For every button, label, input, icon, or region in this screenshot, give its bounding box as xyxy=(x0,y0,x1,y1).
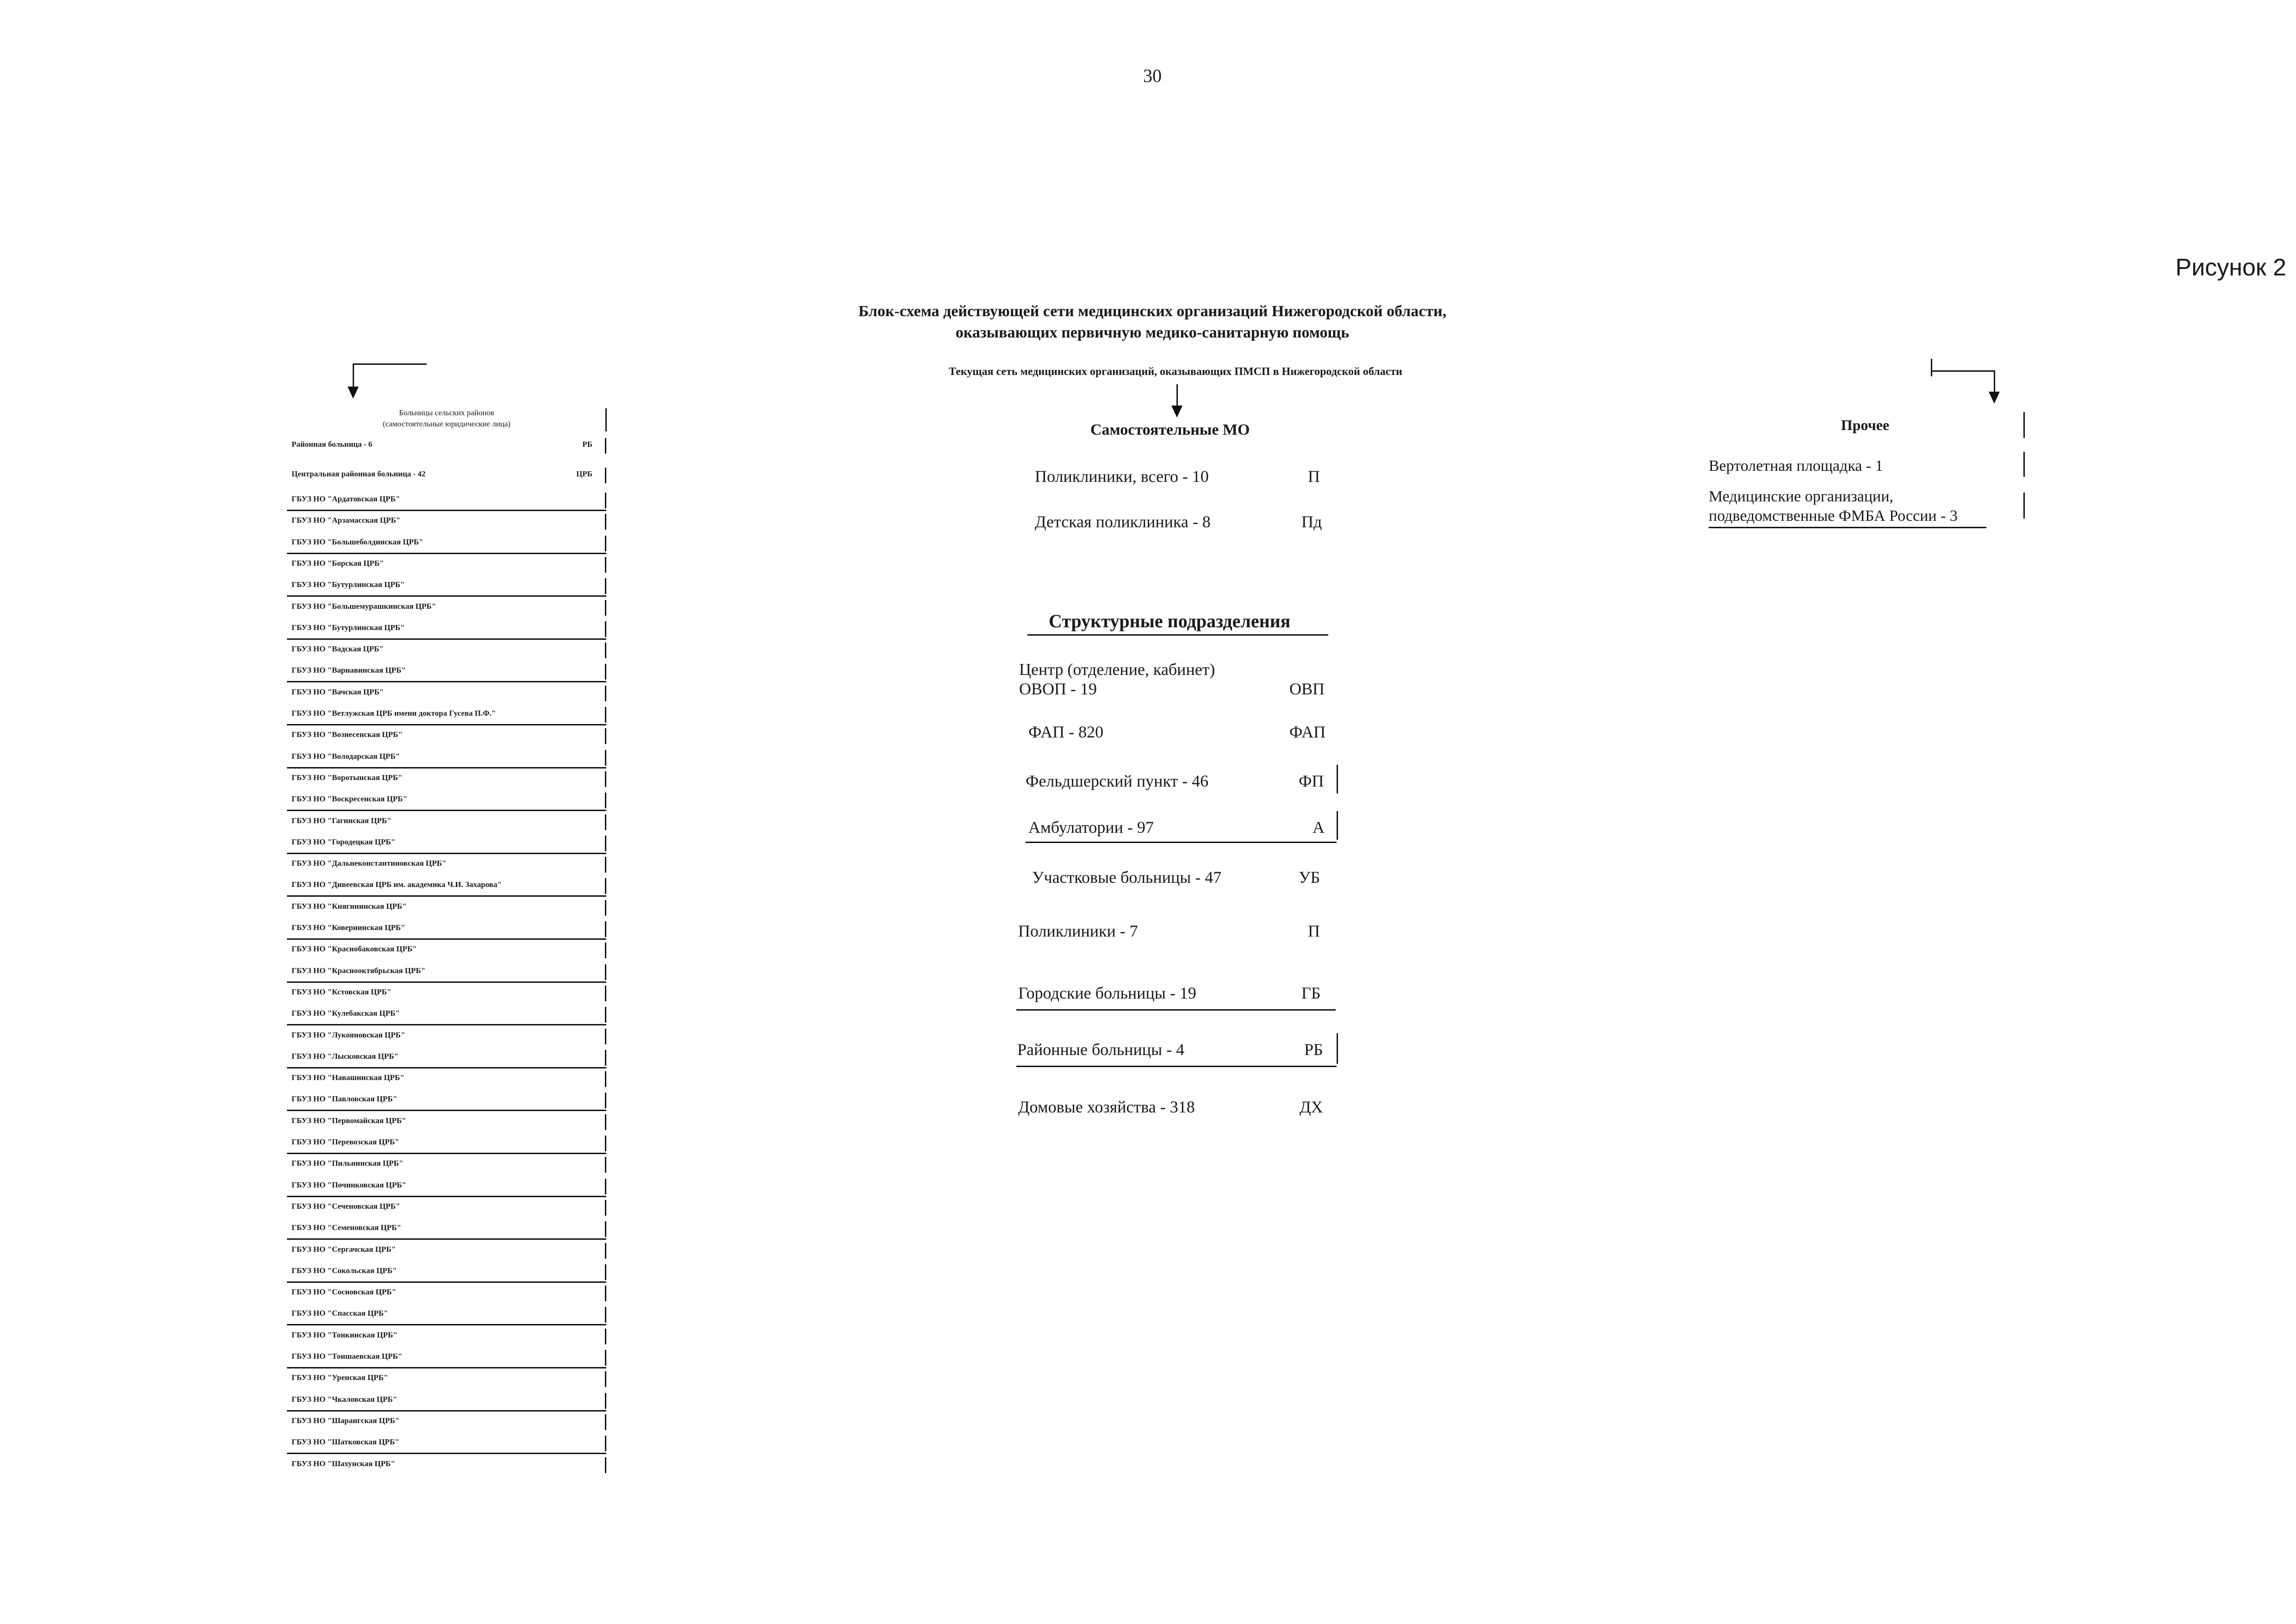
row-tick xyxy=(605,1200,606,1216)
right-connector-left-vertical xyxy=(1931,359,1932,376)
other-row-fmba-underline xyxy=(1709,527,1986,528)
hospital-list-item xyxy=(292,491,606,511)
hospital-list-item xyxy=(292,1348,606,1368)
hospital-name: ГБУЗ НО "Сокольская ЦРБ" xyxy=(292,1266,397,1275)
hospital-name: ГБУЗ НО "Шахунская ЦРБ" xyxy=(292,1459,395,1468)
other-row-helipad-tick xyxy=(2023,452,2025,477)
hospital-list-item xyxy=(292,898,606,918)
hospital-list-item xyxy=(292,1027,606,1047)
rural-hospitals-header-tick xyxy=(605,408,607,431)
row-underline xyxy=(287,595,606,597)
structural-row-ambulatories: Амбулатории - 97 xyxy=(1028,818,1154,837)
hospital-list-item xyxy=(292,1219,606,1240)
row-underline xyxy=(287,1196,606,1197)
hospital-category-row xyxy=(292,436,606,456)
structural-row-city-hospitals-underline xyxy=(1016,1009,1336,1011)
row-underline xyxy=(287,938,606,940)
hospital-list-item xyxy=(292,1369,606,1390)
row-underline xyxy=(287,1281,606,1283)
structural-row-ambulatories-tick xyxy=(1337,811,1338,840)
hospital-name: ГБУЗ НО "Уренская ЦРБ" xyxy=(292,1373,388,1382)
row-tick xyxy=(605,1093,606,1108)
hospital-name: ГБУЗ НО "Варнавинская ЦРБ" xyxy=(292,666,406,675)
structural-row-households: Домовые хозяйства - 318 xyxy=(1018,1098,1195,1116)
structural-row-district-hospitals-abbr: РБ xyxy=(1304,1040,1323,1059)
row-tick xyxy=(605,578,606,594)
hospital-list-item xyxy=(292,1198,606,1218)
hospital-name: ГБУЗ НО "Вознесенская ЦРБ" xyxy=(292,730,403,739)
row-underline xyxy=(287,681,606,682)
row-underline xyxy=(287,638,606,640)
structural-row-ambulatories-underline xyxy=(1026,842,1337,843)
structural-row-city-hospitals-abbr: ГБ xyxy=(1301,984,1321,1002)
structural-row-feldsher-point-abbr: ФП xyxy=(1299,772,1324,790)
hospital-name: ГБУЗ НО "Лукояновская ЦРБ" xyxy=(292,1030,405,1039)
row-tick xyxy=(605,707,606,723)
row-tick xyxy=(605,1136,606,1151)
structural-row-city-hospitals: Городские больницы - 19 xyxy=(1018,984,1196,1002)
hospital-name: ГБУЗ НО "Починковская ЦРБ" xyxy=(292,1180,406,1189)
structural-row-ovop-line-1: Центр (отделение, кабинет) xyxy=(1019,660,1215,679)
hospital-name: Центральная районная больница - 42 xyxy=(292,469,426,478)
hospital-name: ГБУЗ НО "Павловская ЦРБ" xyxy=(292,1094,398,1104)
row-tick xyxy=(605,600,606,616)
hospital-list-item xyxy=(292,705,606,725)
left-arrowhead xyxy=(348,387,359,399)
rural-hospitals-header-line-1: Больницы сельских районов xyxy=(399,408,494,417)
row-tick xyxy=(605,921,606,937)
row-tick xyxy=(605,1286,606,1301)
row-tick xyxy=(605,1371,606,1387)
row-tick xyxy=(605,857,606,873)
hospital-name: ГБУЗ НО "Дивеевская ЦРБ им. академика Ч.И. Захарова" xyxy=(292,880,502,889)
hospital-list-item xyxy=(292,641,606,661)
structural-row-fap: ФАП - 820 xyxy=(1028,723,1104,741)
hospital-name: ГБУЗ НО "Бутурлинская ЦРБ" xyxy=(292,580,405,589)
hospital-name: ГБУЗ НО "Тоншаевская ЦРБ" xyxy=(292,1352,403,1361)
hospital-name: ГБУЗ НО "Бутурлинская ЦРБ" xyxy=(292,623,405,632)
hospital-name: ГБУЗ НО "Ардатовская ЦРБ" xyxy=(292,494,400,503)
hospital-list-item xyxy=(292,1091,606,1111)
row-underline xyxy=(287,1153,606,1154)
row-tick xyxy=(605,900,606,916)
row-underline xyxy=(287,1324,606,1325)
row-tick xyxy=(605,1029,606,1044)
hospital-name: ГБУЗ НО "Дальнеконстантиновская ЦРБ" xyxy=(292,859,447,868)
structural-row-ambulatories-abbr: А xyxy=(1313,818,1325,837)
independent-row-polyclinics xyxy=(1035,467,1209,486)
row-underline xyxy=(287,1110,606,1111)
hospital-abbr: РБ xyxy=(582,440,592,449)
hospital-name: ГБУЗ НО "Навашинская ЦРБ" xyxy=(292,1073,404,1082)
row-tick xyxy=(605,771,606,787)
hospital-list-item xyxy=(292,1177,606,1197)
hospital-list-item xyxy=(292,769,606,790)
row-tick xyxy=(605,468,606,483)
hospital-name: ГБУЗ НО "Кстовская ЦРБ" xyxy=(292,987,392,996)
independent-mo-title: Самостоятельные МО xyxy=(1090,421,1250,438)
row-tick xyxy=(605,836,606,851)
hospital-list-item xyxy=(292,1005,606,1025)
hospital-list-item xyxy=(292,1112,606,1133)
hospital-list-item xyxy=(292,834,606,854)
structural-row-feldsher-point-tick xyxy=(1337,765,1338,793)
structural-row-polyclinics-abbr: П xyxy=(1308,922,1320,940)
row-tick xyxy=(605,1457,606,1473)
row-tick xyxy=(605,793,606,808)
row-tick xyxy=(605,1114,606,1130)
row-tick xyxy=(605,1071,606,1087)
hospital-name: ГБУЗ НО "Перевозская ЦРБ" xyxy=(292,1137,399,1146)
row-tick xyxy=(605,1221,606,1237)
page-number: 30 xyxy=(1143,65,1162,86)
right-arrowhead xyxy=(1989,392,2000,404)
row-tick xyxy=(605,664,606,680)
hospital-name: ГБУЗ НО "Первомайская ЦРБ" xyxy=(292,1116,406,1125)
current-network-label: Текущая сеть медицинских организаций, оказывающих ПМСП в Нижегородской области xyxy=(948,366,1402,378)
independent-row-children-polyclinic xyxy=(1035,512,1211,531)
independent-row-text: Поликлиники, всего - 10 xyxy=(1035,467,1209,486)
other-row-fmba-line-2: подведомственные ФМБА России - 3 xyxy=(1709,507,1958,525)
row-underline xyxy=(287,553,606,554)
hospital-list-item xyxy=(292,662,606,682)
hospital-list-item xyxy=(292,1305,606,1325)
row-underline xyxy=(287,1067,606,1068)
rural-hospitals-header-line-2: (самостоятельные юридические лица) xyxy=(382,419,511,428)
other-row-helipad: Вертолетная площадка - 1 xyxy=(1709,457,1883,475)
hospital-name: ГБУЗ НО "Шатковская ЦРБ" xyxy=(292,1437,399,1447)
structural-units-title-underline xyxy=(1027,634,1328,636)
row-underline xyxy=(287,1024,606,1025)
hospital-list-item xyxy=(292,619,606,640)
hospital-name: ГБУЗ НО "Вачская ЦРБ" xyxy=(292,687,384,696)
other-row-fmba-tick xyxy=(2023,493,2025,518)
structural-row-district-hospitals-small: Участковые больницы - 47 xyxy=(1032,868,1222,887)
hospital-category-row xyxy=(292,466,606,486)
row-tick xyxy=(605,557,606,573)
other-title: Прочее xyxy=(1841,417,1890,433)
row-underline xyxy=(287,1238,606,1240)
right-connector-right-vertical xyxy=(1994,370,1995,393)
hospital-name: ГБУЗ НО "Воротынская ЦРБ" xyxy=(292,773,403,782)
hospital-name: ГБУЗ НО "Володарская ЦРБ" xyxy=(292,751,400,761)
structural-units-title: Структурные подразделения xyxy=(1049,611,1291,631)
hospital-name: ГБУЗ НО "Княгининская ЦРБ" xyxy=(292,901,407,911)
hospital-list-item xyxy=(292,1048,606,1068)
diagram-title-line-1: Блок-схема действующей сети медицинских организаций Нижегородской области, xyxy=(858,303,1447,320)
hospital-name: ГБУЗ НО "Борская ЦРБ" xyxy=(292,558,384,568)
hospital-list-item xyxy=(292,1069,606,1090)
structural-row-district-hospitals-small-abbr: УБ xyxy=(1299,868,1320,887)
row-tick xyxy=(605,986,606,1001)
row-tick xyxy=(605,1436,606,1451)
row-tick xyxy=(605,943,606,958)
row-tick xyxy=(605,814,606,830)
hospital-list-item xyxy=(292,684,606,704)
row-underline xyxy=(287,767,606,768)
row-tick xyxy=(605,1393,606,1409)
hospital-name: ГБУЗ НО "Краснобаковская ЦРБ" xyxy=(292,944,417,954)
row-underline xyxy=(287,853,606,854)
row-underline xyxy=(287,1410,606,1412)
hospital-list-item xyxy=(292,791,606,811)
hospital-name: ГБУЗ НО "Семеновская ЦРБ" xyxy=(292,1223,401,1232)
row-tick xyxy=(605,1350,606,1366)
hospital-list-item xyxy=(292,1412,606,1433)
center-arrowhead xyxy=(1171,406,1182,418)
hospital-list-item xyxy=(292,812,606,833)
hospital-name: ГБУЗ НО "Спасская ЦРБ" xyxy=(292,1309,388,1318)
row-tick xyxy=(605,1414,606,1430)
hospital-list-item xyxy=(292,726,606,747)
row-tick xyxy=(605,438,606,454)
row-tick xyxy=(605,964,606,980)
structural-row-polyclinics: Поликлиники - 7 xyxy=(1018,922,1138,940)
row-underline xyxy=(287,895,606,897)
hospital-list-item xyxy=(292,1391,606,1412)
hospital-list-item xyxy=(292,876,606,897)
rural-hospitals-header xyxy=(287,407,606,430)
row-underline xyxy=(287,810,606,811)
hospital-abbr: ЦРБ xyxy=(576,469,592,478)
row-underline xyxy=(287,981,606,983)
hospital-list-item xyxy=(292,1327,606,1347)
hospital-name: ГБУЗ НО "Тонкинская ЦРБ" xyxy=(292,1330,398,1339)
hospital-list-item xyxy=(292,1262,606,1283)
hospital-name: ГБУЗ НО "Лысковская ЦРБ" xyxy=(292,1051,398,1061)
hospital-list-item xyxy=(292,555,606,575)
hospital-list-item xyxy=(292,1284,606,1304)
hospital-list-item xyxy=(292,748,606,768)
row-tick xyxy=(605,1157,606,1173)
row-tick xyxy=(605,1007,606,1023)
hospital-list-item xyxy=(292,984,606,1004)
hospital-name: ГБУЗ НО "Кулебакская ЦРБ" xyxy=(292,1009,400,1018)
hospital-list-item xyxy=(292,576,606,597)
hospital-name: ГБУЗ НО "Ковернинская ЦРБ" xyxy=(292,923,405,932)
center-connector-vertical xyxy=(1176,384,1178,406)
row-tick xyxy=(605,1307,606,1323)
independent-row-polyclinics-abbr: П xyxy=(1308,467,1320,486)
row-tick xyxy=(605,878,606,894)
row-tick xyxy=(605,1179,606,1194)
hospital-name: ГБУЗ НО "Арзамасская ЦРБ" xyxy=(292,516,401,525)
row-tick xyxy=(605,514,606,530)
other-row-fmba-line-1: Медицинские организации, xyxy=(1709,488,1893,505)
structural-row-district-hospitals-tick xyxy=(1337,1033,1338,1064)
row-tick xyxy=(605,536,606,551)
left-connector-horizontal xyxy=(353,363,427,365)
row-tick xyxy=(605,750,606,766)
row-tick xyxy=(605,1050,606,1066)
row-underline xyxy=(287,724,606,725)
hospital-name: ГБУЗ НО "Большемурашкинская ЦРБ" xyxy=(292,601,436,611)
hospital-name: ГБУЗ НО "Сергачская ЦРБ" xyxy=(292,1244,396,1254)
structural-row-households-abbr: ДХ xyxy=(1300,1098,1323,1116)
row-tick xyxy=(605,621,606,637)
structural-row-district-hospitals-underline xyxy=(1016,1066,1337,1067)
structural-row-ovop-abbr: ОВП xyxy=(1289,680,1325,698)
hospital-list-item xyxy=(292,855,606,875)
hospital-name: ГБУЗ НО "Сосновская ЦРБ" xyxy=(292,1287,396,1297)
hospital-list-item xyxy=(292,1155,606,1175)
hospital-name: ГБУЗ НО "Чкаловская ЦРБ" xyxy=(292,1394,398,1404)
structural-row-district-hospitals: Районные больницы - 4 xyxy=(1017,1040,1185,1059)
hospital-name: Районная больница - 6 xyxy=(292,440,373,449)
left-connector-vertical xyxy=(353,363,354,387)
row-underline xyxy=(287,1367,606,1368)
hospital-list-item xyxy=(292,598,606,618)
diagram-title xyxy=(759,301,1546,344)
row-tick xyxy=(605,1329,606,1344)
diagram-title-line-2: оказывающих первичную медико-санитарную помощь xyxy=(955,324,1350,341)
independent-row-children-polyclinic-abbr: Пд xyxy=(1301,512,1322,531)
hospital-list-item xyxy=(292,941,606,961)
hospital-name: ГБУЗ НО "Городецкая ЦРБ" xyxy=(292,837,396,846)
figure-label: Рисунок 2 xyxy=(2175,254,2286,281)
row-underline xyxy=(287,510,606,511)
hospital-list-item xyxy=(292,1241,606,1262)
row-tick xyxy=(605,728,606,744)
right-connector-horizontal xyxy=(1931,370,1995,372)
hospital-list-item xyxy=(292,962,606,983)
hospital-name: ГБУЗ НО "Шарангская ЦРБ" xyxy=(292,1416,400,1425)
independent-row-text: Детская поликлиника - 8 xyxy=(1035,512,1211,531)
hospital-list-item xyxy=(292,1434,606,1454)
hospital-name: ГБУЗ НО "Ветлужская ЦРБ имени доктора Гусева П.Ф." xyxy=(292,709,496,718)
hospital-name: ГБУЗ НО "Пильнинская ЦРБ" xyxy=(292,1159,404,1168)
hospital-list-item xyxy=(292,512,606,532)
hospital-list-item xyxy=(292,1134,606,1154)
hospital-name: ГБУЗ НО "Воскресенская ЦРБ" xyxy=(292,794,407,804)
hospital-name: ГБУЗ НО "Гагинская ЦРБ" xyxy=(292,816,392,825)
hospital-name: ГБУЗ НО "Большеболдинская ЦРБ" xyxy=(292,537,423,546)
hospital-list-item xyxy=(292,534,606,554)
other-title-tick xyxy=(2023,412,2025,438)
row-tick xyxy=(605,643,606,658)
structural-row-feldsher-point: Фельдшерский пункт - 46 xyxy=(1026,772,1209,790)
hospital-name: ГБУЗ НО "Сеченовская ЦРБ" xyxy=(292,1201,400,1211)
row-underline xyxy=(287,1453,606,1454)
row-tick xyxy=(605,1243,606,1259)
hospital-name: ГБУЗ НО "Вадская ЦРБ" xyxy=(292,644,384,654)
hospital-list-item xyxy=(292,919,606,940)
structural-row-ovop-line-2: ОВОП - 19 xyxy=(1019,680,1097,698)
hospital-name: ГБУЗ НО "Краснооктябрьская ЦРБ" xyxy=(292,966,426,975)
structural-row-fap-abbr: ФАП xyxy=(1289,723,1326,741)
row-tick xyxy=(605,686,606,701)
row-tick xyxy=(605,493,606,508)
row-tick xyxy=(605,1264,606,1280)
hospital-list-item xyxy=(292,1455,606,1476)
